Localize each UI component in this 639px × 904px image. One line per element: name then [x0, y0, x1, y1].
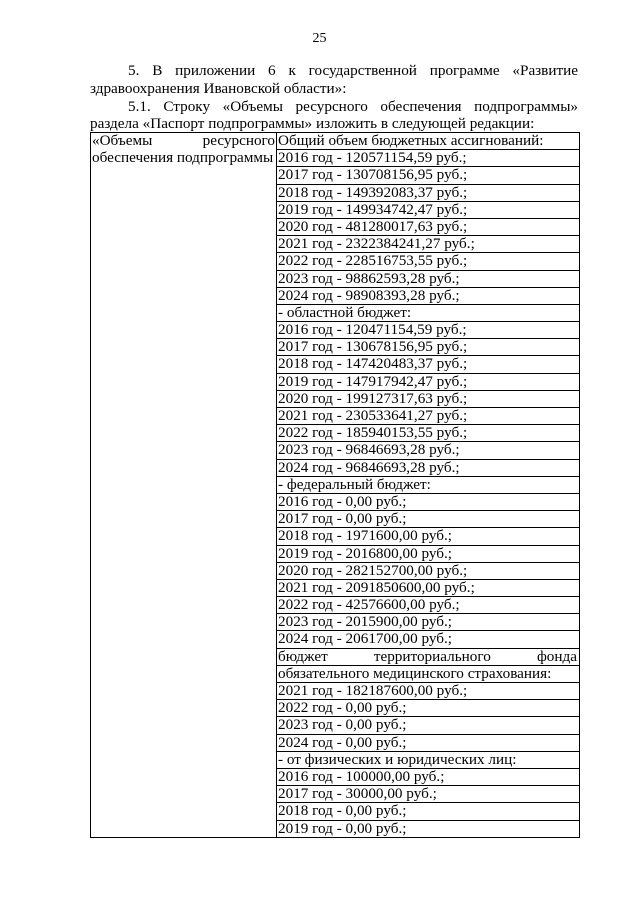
- table-line: 2023 год - 96846693,28 руб.;: [277, 442, 579, 459]
- left-cell-line: обеспечения подпрограммы: [92, 149, 274, 166]
- table-line: бюджет территориального фонда: [278, 648, 577, 665]
- table-line: 2019 год - 147917942,47 руб.;: [277, 374, 579, 391]
- left-cell-line: «Объемы ресурсного: [92, 132, 275, 149]
- table-row: [91, 133, 580, 838]
- table-line: 2024 год - 2061700,00 руб.;: [277, 631, 579, 648]
- table-line: 2016 год - 120471154,59 руб.;: [277, 322, 579, 339]
- table-line: 2023 год - 98862593,28 руб.;: [277, 271, 579, 288]
- intro-paragraph-1: 5. В приложении 6 к государственной программе «Развитие здравоохранения Ивановской области»:: [90, 62, 578, 97]
- table-line: 2022 год - 228516753,55 руб.;: [277, 253, 579, 270]
- intro-text: [90, 62, 578, 133]
- table-line: Общий объем бюджетных ассигнований:: [277, 133, 579, 150]
- table-line: 2020 год - 199127317,63 руб.;: [277, 391, 579, 408]
- table-line: 2020 год - 282152700,00 руб.;: [277, 563, 579, 580]
- table-line: 2024 год - 98908393,28 руб.;: [277, 288, 579, 305]
- table-line: 2023 год - 2015900,00 руб.;: [277, 614, 579, 631]
- table-line: 2024 год - 96846693,28 руб.;: [277, 460, 579, 477]
- table-line: 2017 год - 30000,00 руб.;: [277, 786, 579, 803]
- right-cell: [277, 133, 580, 838]
- table-line: 2018 год - 147420483,37 руб.;: [277, 356, 579, 373]
- table-line: 2021 год - 230533641,27 руб.;: [277, 408, 579, 425]
- table-line: 2017 год - 130708156,95 руб.;: [277, 167, 579, 184]
- table-line: 2019 год - 0,00 руб.;: [278, 820, 407, 837]
- table-line: 2022 год - 42576600,00 руб.;: [277, 597, 579, 614]
- table-line: обязательного медицинского страхования:: [277, 666, 579, 683]
- table-line: 2023 год - 0,00 руб.;: [277, 717, 579, 734]
- table-line: 2016 год - 0,00 руб.;: [277, 494, 579, 511]
- table-line: 2018 год - 1971600,00 руб.;: [277, 528, 579, 545]
- table-line: 2021 год - 182187600,00 руб.;: [277, 683, 579, 700]
- table-line: - от физических и юридических лиц:: [277, 752, 579, 769]
- table-line: 2017 год - 130678156,95 руб.;: [277, 339, 579, 356]
- table-line: 2019 год - 2016800,00 руб.;: [277, 546, 579, 563]
- intro-paragraph-2: 5.1. Строку «Объемы ресурсного обеспечения подпрограммы» раздела «Паспорт подпрограммы» изложить в следующей редакции:: [90, 97, 578, 133]
- table-line: 2016 год - 100000,00 руб.;: [277, 769, 579, 786]
- table-line: 2022 год - 185940153,55 руб.;: [277, 425, 579, 442]
- table-line: - федеральный бюджет:: [277, 477, 579, 494]
- table-line: - областной бюджет:: [277, 305, 579, 322]
- table-line: 2016 год - 120571154,59 руб.;: [277, 150, 579, 167]
- table-line: 2020 год - 481280017,63 руб.;: [277, 219, 579, 236]
- table-line: 2018 год - 149392083,37 руб.;: [277, 185, 579, 202]
- table-line: 2021 год - 2322384241,27 руб.;: [277, 236, 579, 253]
- table-line: 2019 год - 149934742,47 руб.;: [277, 202, 579, 219]
- table-line: 2024 год - 0,00 руб.;: [277, 735, 579, 752]
- table-line: 2021 год - 2091850600,00 руб.;: [277, 580, 579, 597]
- table-line: 2022 год - 0,00 руб.;: [277, 700, 579, 717]
- page-number: 25: [312, 31, 327, 46]
- resource-table: [90, 132, 580, 838]
- left-cell: [91, 133, 277, 838]
- table-line: 2018 год - 0,00 руб.;: [277, 803, 579, 820]
- table-line: 2017 год - 0,00 руб.;: [277, 511, 579, 528]
